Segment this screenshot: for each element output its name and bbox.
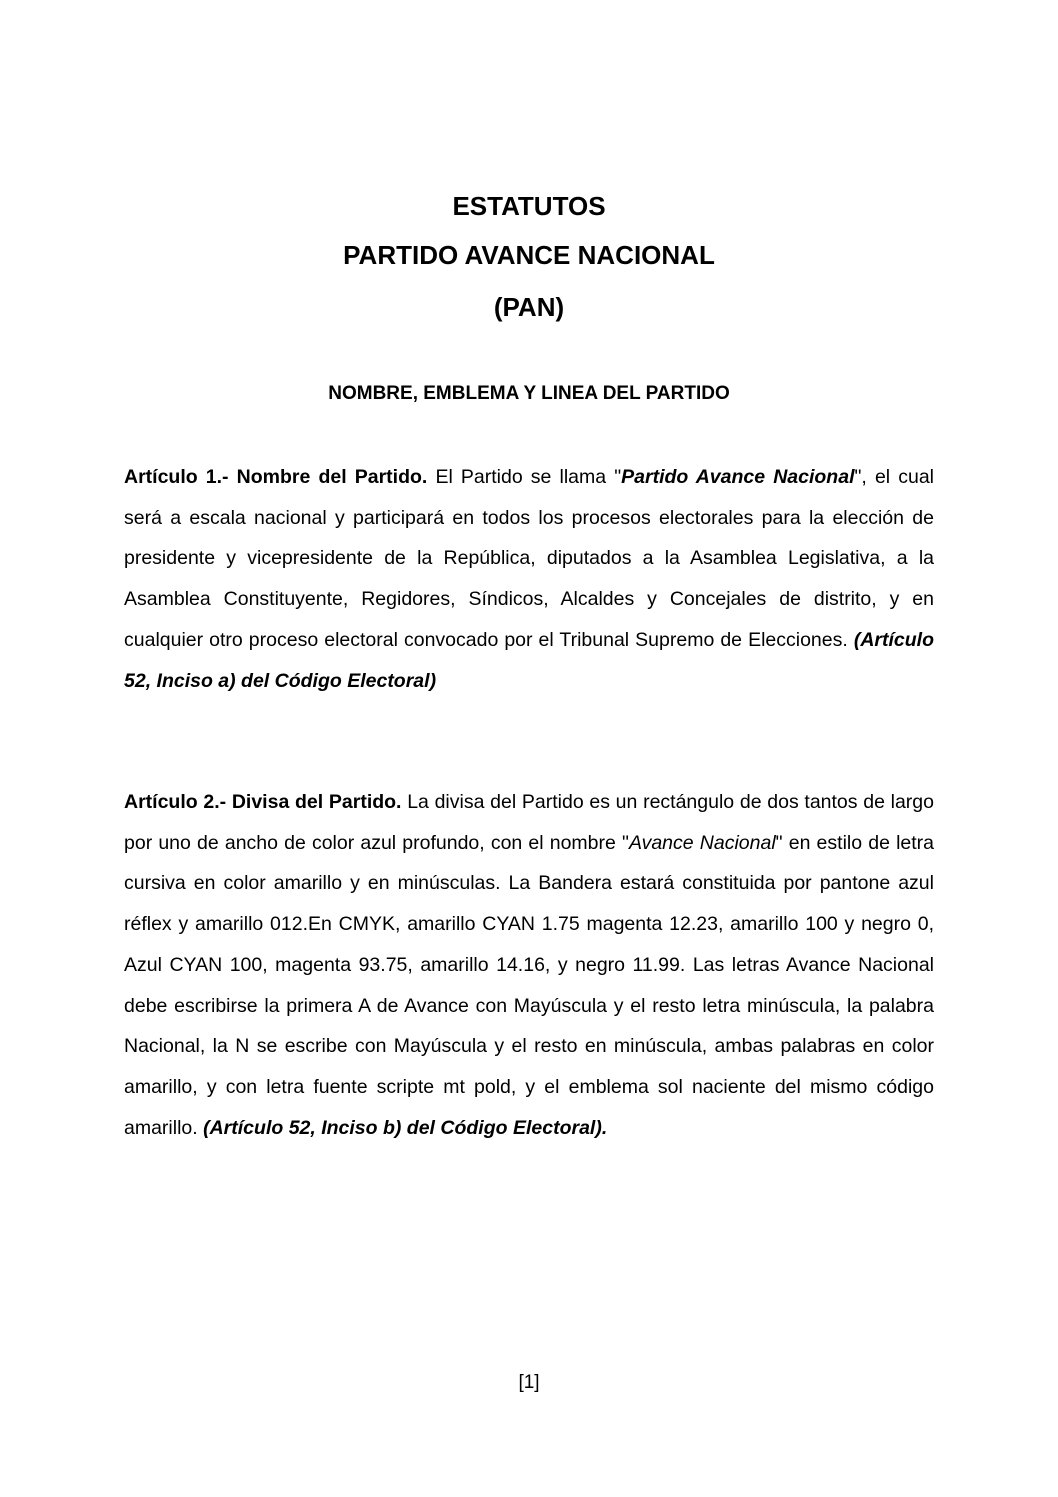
party-acronym-title: (PAN): [493, 292, 565, 322]
article-2-paragraph: [124, 782, 934, 1148]
article-2-text-body: " en estilo de letra cursiva en color amarillo y en minúsculas. La Bandera estará constituida por pantone azul réflex y amarillo 012.En CMYK, amarillo CYAN 1.75 magenta 12.23, amarillo 100 y negro 0, Azul CYAN 100, magenta 93.75, amarillo 14.16, y negro 11.99. Las letras Avance Nacional debe escribirse la primera A de Avance con Mayúscula y el resto letra minúscula, la palabra Nacional, la N se escribe con Mayúscula y el resto en minúscula, ambas palabras en color amarillo, y con letra fuente scripte mt pold, y el emblema sol naciente del mismo código amarillo.: [124, 831, 934, 1139]
article-1-party-name: Partido Avance Nacional: [621, 466, 855, 488]
document-title: ESTATUTOS: [452, 191, 606, 221]
article-1-paragraph: [124, 457, 934, 701]
party-name-title: PARTIDO AVANCE NACIONAL: [343, 240, 715, 270]
article-2-citation: (Artículo 52, Inciso b) del Código Electoral).: [203, 1116, 608, 1139]
article-2-heading: Artículo 2.- Divisa del Partido.: [124, 791, 402, 813]
article-1-citation: (Artículo 52, Inciso a) del Código Electoral): [124, 628, 934, 692]
article-1-heading: Artículo 1.- Nombre del Partido.: [124, 466, 428, 488]
article-1-text-intro: El Partido se llama ": [427, 466, 622, 488]
section-title: NOMBRE, EMBLEMA Y LINEA DEL PARTIDO: [328, 383, 730, 404]
page-number: [1]: [518, 1372, 540, 1393]
article-1-text-body: ", el cual será a escala nacional y participará en todos los procesos electorales para la elección de presidente y vicepresidente de la República, diputados a la Asamblea Legislativa, a la Asamblea Constituyente, Regidores, Síndicos, Alcaldes y Concejales de distrito, y en cualquier otro proceso electoral convocado por el Tribunal Supremo de Elecciones.: [124, 466, 935, 651]
article-2-name: Avance Nacional: [628, 831, 776, 854]
article-2-text-intro: La divisa del Partido es un rectángulo de dos tantos de largo por uno de ancho de color azul profundo, con el nombre ": [124, 791, 934, 854]
